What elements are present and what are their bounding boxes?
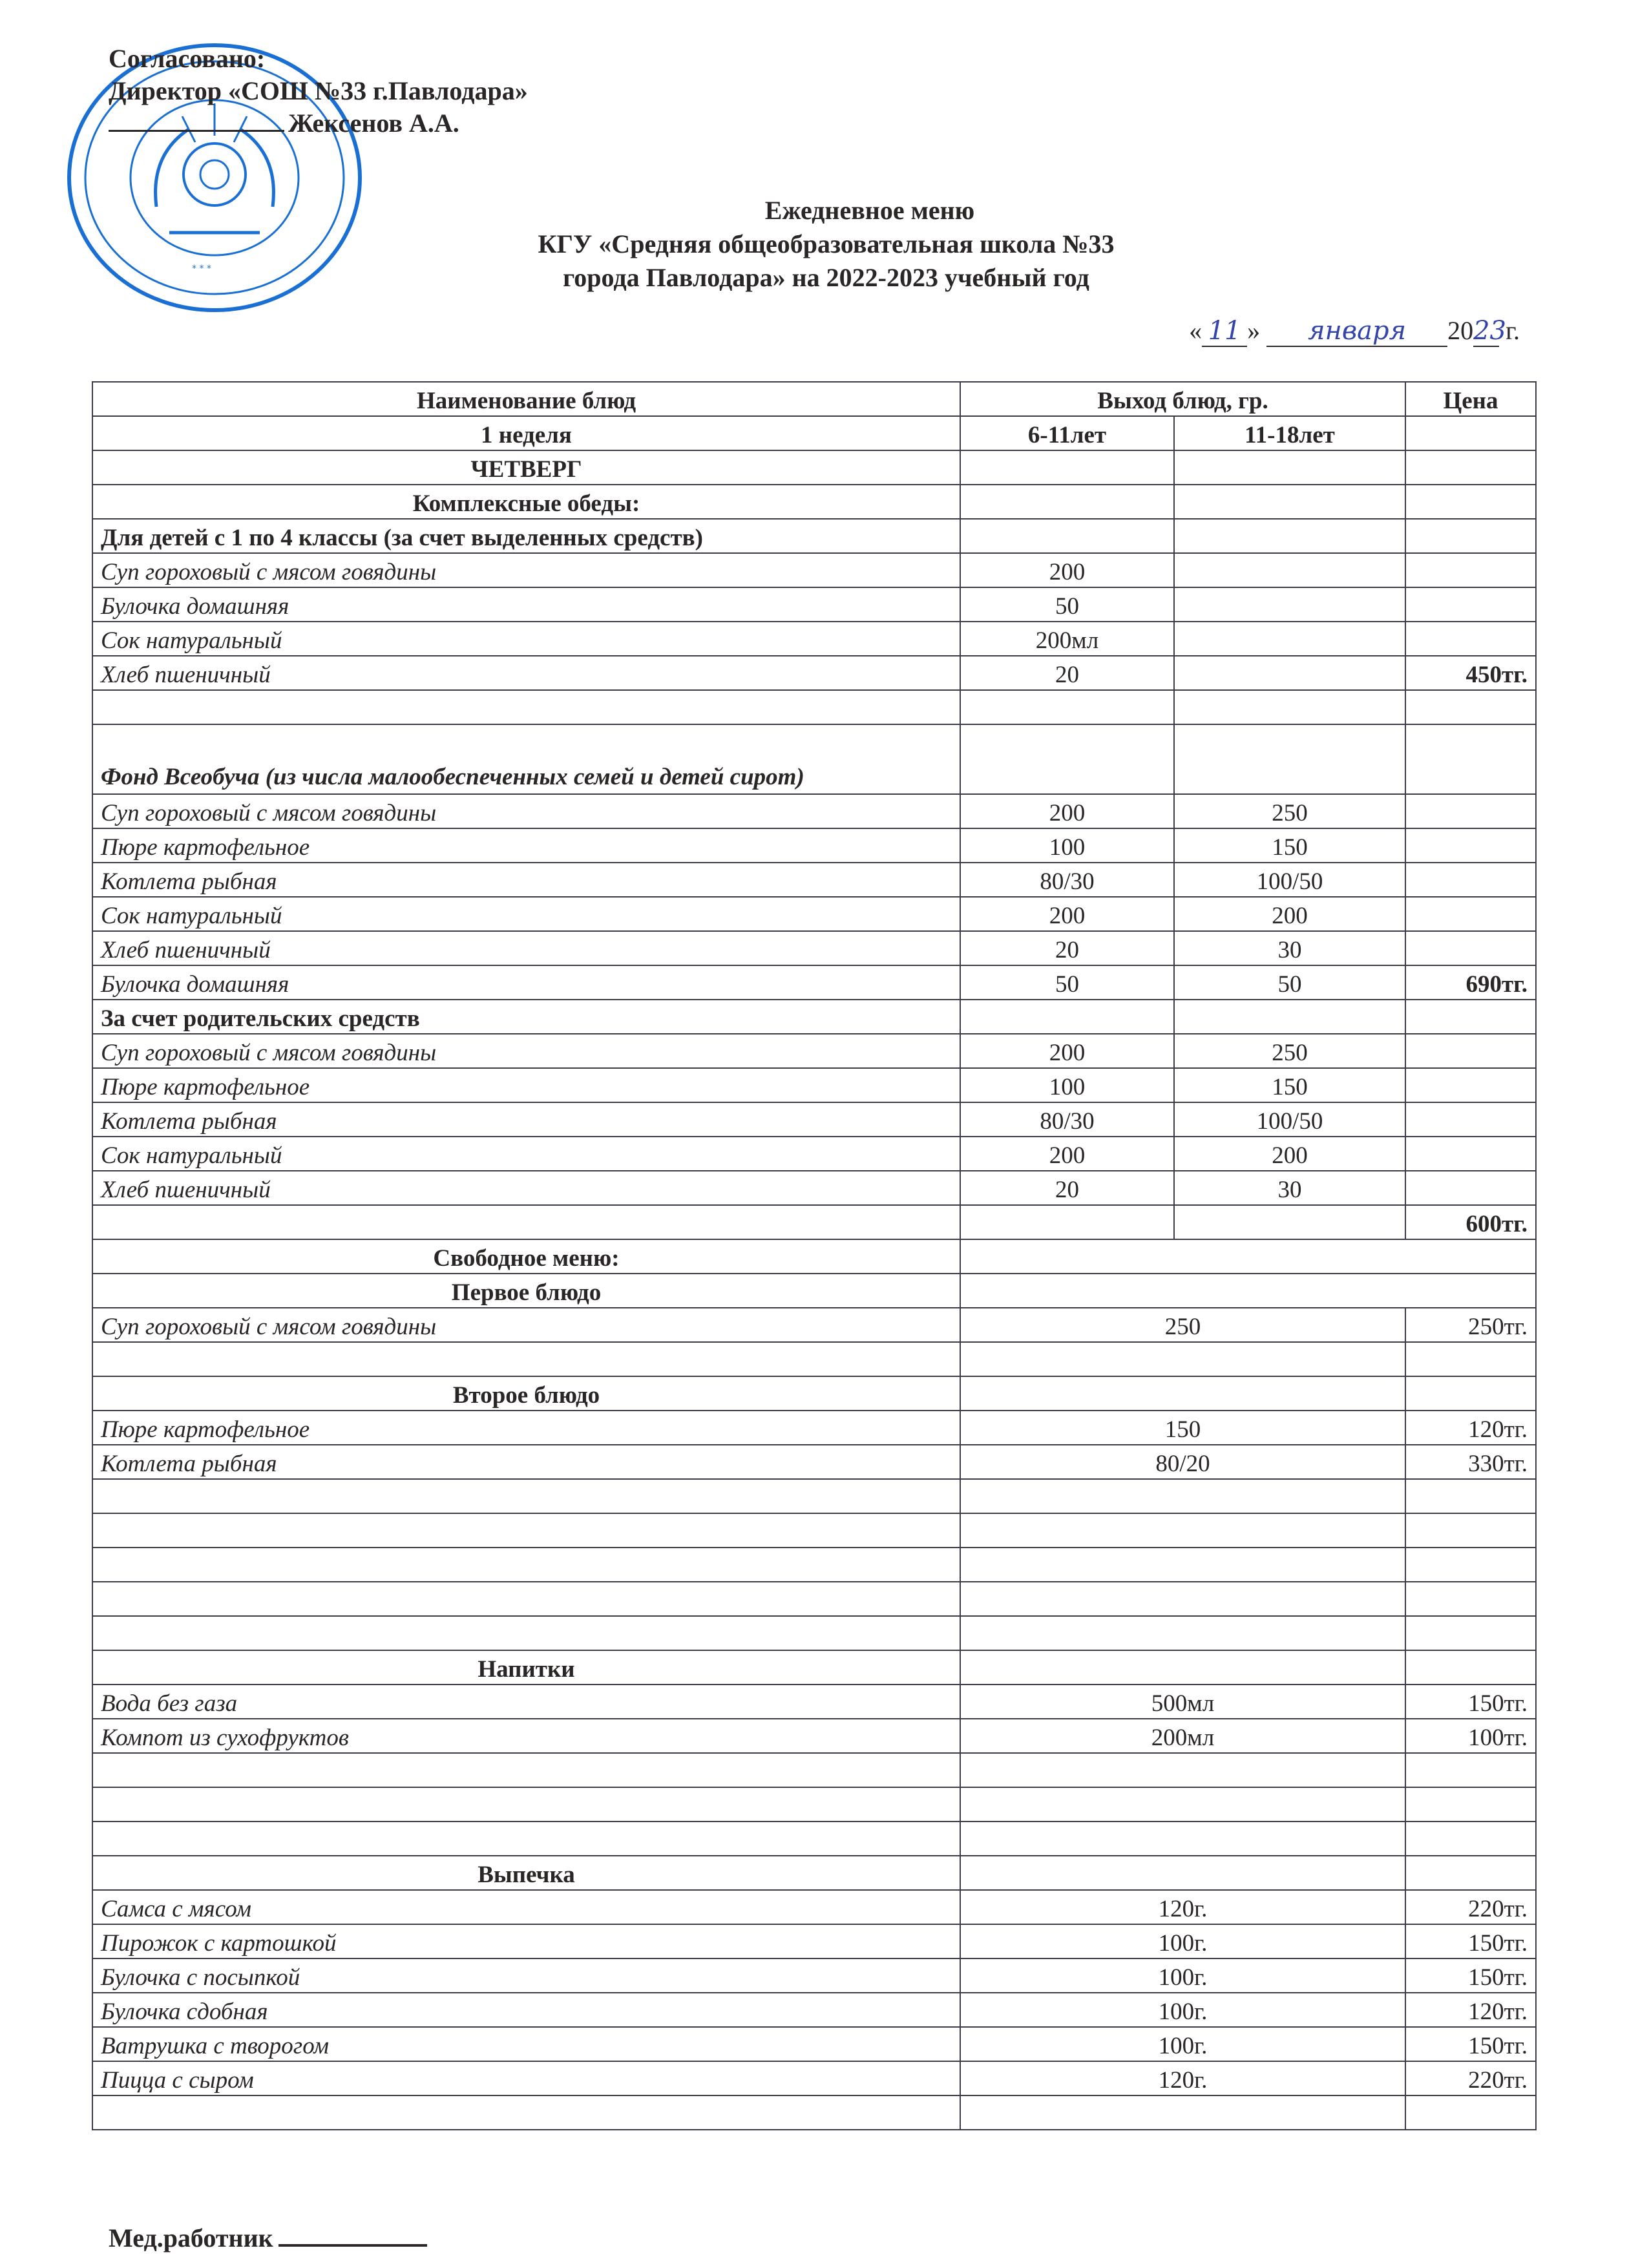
footer-signature [109, 2223, 427, 2253]
group-title: Фонд Всеобуча (из числа малообеспеченных семей и детей сирот) [92, 724, 960, 794]
table-row [92, 965, 1536, 1000]
header-age-6-11: 6-11лет [960, 416, 1174, 450]
yield-6-11: 200 [960, 794, 1174, 828]
dish-name: Булочка домашняя [92, 587, 960, 622]
group-title: Для детей с 1 по 4 классы (за счет выделенных средств) [92, 519, 960, 553]
empty-cell [960, 724, 1174, 794]
price [1405, 1102, 1536, 1137]
empty-cell [960, 2095, 1405, 2130]
empty-cell [960, 690, 1174, 724]
empty-cell [1405, 1822, 1536, 1856]
empty-cell [1405, 1000, 1536, 1034]
yield-6-11: 200 [960, 1137, 1174, 1171]
empty-cell [1174, 724, 1405, 794]
empty-cell [92, 1582, 960, 1616]
price [1405, 1171, 1536, 1205]
empty-cell [960, 1548, 1405, 1582]
header-age-11-18: 11-18лет [1174, 416, 1405, 450]
approval-block [109, 43, 528, 140]
empty-cell [1405, 1479, 1536, 1513]
empty-cell [960, 485, 1174, 519]
dish-name: Хлеб пшеничный [92, 1171, 960, 1205]
total-price: 600тг. [1405, 1205, 1536, 1239]
empty-cell [960, 1239, 1536, 1274]
table-row [92, 2027, 1536, 2061]
empty-cell [92, 1616, 960, 1650]
empty-row [92, 1787, 1536, 1822]
empty-cell [960, 450, 1174, 485]
empty-cell [1174, 690, 1405, 724]
yield: 100г. [960, 1993, 1405, 2027]
title-line-2: КГУ «Средняя общеобразовательная школа №33 [538, 229, 1115, 258]
dish-name: Суп гороховый с мясом говядины [92, 1308, 960, 1342]
complex-lunch-title: Комплексные обеды: [92, 485, 960, 519]
date-year-suffix: 23 [1473, 316, 1506, 346]
price [1405, 794, 1536, 828]
empty-cell [960, 1753, 1405, 1787]
dish-name: Пюре картофельное [92, 1411, 960, 1445]
title-line-3: города Павлодара» на 2022-2023 учебный год [563, 263, 1089, 292]
yield: 200мл [960, 1719, 1405, 1753]
price [1405, 622, 1536, 656]
date-suffix: г. [1506, 316, 1520, 345]
empty-cell [960, 519, 1174, 553]
price: 450тг. [1405, 656, 1536, 690]
table-row [92, 1137, 1536, 1171]
empty-cell [1174, 1000, 1405, 1034]
empty-cell [1405, 450, 1536, 485]
signature-blank [109, 130, 284, 132]
document-date [1189, 315, 1520, 347]
empty-cell [92, 1342, 960, 1376]
empty-cell [960, 1274, 1536, 1308]
yield-11-18: 250 [1174, 1034, 1405, 1068]
section-row [92, 1274, 1536, 1308]
yield: 150 [960, 1411, 1405, 1445]
table-row [92, 1171, 1536, 1205]
yield-11-18: 200 [1174, 897, 1405, 931]
price: 330тг. [1405, 1445, 1536, 1479]
yield-6-11: 50 [960, 965, 1174, 1000]
group-title-row [92, 519, 1536, 553]
table-row [92, 828, 1536, 863]
director-signature-line [109, 107, 528, 140]
yield-6-11: 100 [960, 828, 1174, 863]
yield-6-11: 200мл [960, 622, 1174, 656]
empty-cell [960, 1822, 1405, 1856]
dish-name: Суп гороховый с мясом говядины [92, 1034, 960, 1068]
table-row [92, 1924, 1536, 1958]
signature-blank [278, 2244, 427, 2247]
empty-cell [960, 1856, 1405, 1890]
yield-6-11: 50 [960, 587, 1174, 622]
price [1405, 828, 1536, 863]
yield-11-18: 250 [1174, 794, 1405, 828]
yield-11-18: 150 [1174, 1068, 1405, 1102]
empty-cell [1405, 1650, 1536, 1685]
medical-worker-label: Мед.работник [109, 2223, 273, 2252]
yield: 500мл [960, 1685, 1405, 1719]
yield-11-18: 50 [1174, 965, 1405, 1000]
table-row [92, 1411, 1536, 1445]
header-row [92, 382, 1536, 416]
empty-cell [1405, 519, 1536, 553]
approval-label: Согласовано: [109, 44, 266, 73]
empty-cell [960, 1650, 1405, 1685]
dish-name: Булочка с посыпкой [92, 1958, 960, 1993]
yield-6-11: 80/30 [960, 863, 1174, 897]
title-line-1: Ежедневное меню [764, 196, 975, 225]
total-row [92, 1205, 1536, 1239]
yield-6-11: 20 [960, 931, 1174, 965]
yield-11-18 [1174, 656, 1405, 690]
empty-cell [1174, 1205, 1405, 1239]
empty-cell [1174, 450, 1405, 485]
empty-cell [960, 1376, 1405, 1411]
yield-11-18 [1174, 622, 1405, 656]
table-row [92, 622, 1536, 656]
table-row [92, 1445, 1536, 1479]
empty-cell [1405, 1548, 1536, 1582]
empty-cell [92, 1205, 960, 1239]
empty-cell [92, 1479, 960, 1513]
dish-name: Булочка домашняя [92, 965, 960, 1000]
yield-11-18: 30 [1174, 1171, 1405, 1205]
table-row [92, 1685, 1536, 1719]
dish-name: Ватрушка с творогом [92, 2027, 960, 2061]
section-row [92, 1376, 1536, 1411]
yield-11-18: 100/50 [1174, 1102, 1405, 1137]
section-row [92, 485, 1536, 519]
table-row [92, 794, 1536, 828]
empty-cell [92, 1787, 960, 1822]
dish-name: Хлеб пшеничный [92, 656, 960, 690]
day-name: ЧЕТВЕРГ [92, 450, 960, 485]
yield: 250 [960, 1308, 1405, 1342]
empty-cell [92, 1548, 960, 1582]
empty-cell [960, 1342, 1405, 1376]
svg-text:* * *: * * * [192, 264, 211, 274]
director-title: Директор «СОШ №33 г.Павлодара» [109, 76, 528, 105]
table-row [92, 897, 1536, 931]
second-course-title: Второе блюдо [92, 1376, 960, 1411]
yield-11-18: 30 [1174, 931, 1405, 965]
group-title: За счет родительских средств [92, 1000, 960, 1034]
quote-close: » [1247, 316, 1261, 345]
table-row [92, 1890, 1536, 1924]
empty-cell [92, 1822, 960, 1856]
table-row [92, 1719, 1536, 1753]
empty-cell [1174, 519, 1405, 553]
day-row [92, 450, 1536, 485]
table-row [92, 863, 1536, 897]
bakery-title: Выпечка [92, 1856, 960, 1890]
empty-cell [960, 1479, 1405, 1513]
header-name: Наименование блюд [92, 382, 960, 416]
price: 150тг. [1405, 1685, 1536, 1719]
empty-cell [1405, 1787, 1536, 1822]
empty-row [92, 1616, 1536, 1650]
menu-table [92, 381, 1537, 2130]
empty-row [92, 2095, 1536, 2130]
price [1405, 897, 1536, 931]
table-row [92, 1993, 1536, 2027]
dish-name: Булочка сдобная [92, 1993, 960, 2027]
date-year-prefix: 20 [1447, 316, 1474, 345]
header-yield: Выход блюд, гр. [960, 382, 1405, 416]
dish-name: Пицца с сыром [92, 2061, 960, 2095]
dish-name: Сок натуральный [92, 1137, 960, 1171]
empty-cell [960, 1205, 1174, 1239]
header-week: 1 неделя [92, 416, 960, 450]
dish-name: Котлета рыбная [92, 1445, 960, 1479]
empty-cell [960, 1787, 1405, 1822]
group-title-row [92, 1000, 1536, 1034]
yield: 120г. [960, 2061, 1405, 2095]
dish-name: Сок натуральный [92, 897, 960, 931]
empty-cell [92, 2095, 960, 2130]
price [1405, 553, 1536, 587]
empty-row [92, 1479, 1536, 1513]
empty-cell [1405, 1342, 1536, 1376]
yield-11-18: 150 [1174, 828, 1405, 863]
empty-cell [92, 1753, 960, 1787]
price: 120тг. [1405, 1993, 1536, 2027]
empty-cell [1405, 1753, 1536, 1787]
yield-11-18: 100/50 [1174, 863, 1405, 897]
table-row [92, 553, 1536, 587]
yield-11-18 [1174, 587, 1405, 622]
table-row [92, 931, 1536, 965]
empty-cell [92, 690, 960, 724]
date-month: января [1266, 316, 1447, 347]
yield: 100г. [960, 1924, 1405, 1958]
table-row [92, 2061, 1536, 2095]
empty-row [92, 1753, 1536, 1787]
header-price: Цена [1405, 382, 1536, 416]
empty-cell [1405, 416, 1536, 450]
price [1405, 863, 1536, 897]
empty-cell [1405, 1856, 1536, 1890]
empty-cell [92, 1513, 960, 1548]
dish-name: Котлета рыбная [92, 863, 960, 897]
yield-11-18: 200 [1174, 1137, 1405, 1171]
empty-row [92, 1582, 1536, 1616]
dish-name: Пюре картофельное [92, 1068, 960, 1102]
table-row [92, 1958, 1536, 1993]
subheader-row [92, 416, 1536, 450]
dish-name: Хлеб пшеничный [92, 931, 960, 965]
empty-row [92, 1342, 1536, 1376]
yield-6-11: 20 [960, 656, 1174, 690]
yield: 100г. [960, 2027, 1405, 2061]
section-row [92, 1650, 1536, 1685]
empty-cell [960, 1513, 1405, 1548]
empty-row [92, 1548, 1536, 1582]
empty-cell [1405, 1513, 1536, 1548]
price: 120тг. [1405, 1411, 1536, 1445]
empty-cell [960, 1000, 1174, 1034]
dish-name: Суп гороховый с мясом говядины [92, 794, 960, 828]
section-row [92, 1239, 1536, 1274]
empty-cell [1405, 485, 1536, 519]
price [1405, 1034, 1536, 1068]
director-name: Жексенов А.А. [288, 109, 459, 138]
dish-name: Пирожок с картошкой [92, 1924, 960, 1958]
yield: 80/20 [960, 1445, 1405, 1479]
empty-cell [1405, 1582, 1536, 1616]
empty-cell [1405, 690, 1536, 724]
dish-name: Суп гороховый с мясом говядины [92, 553, 960, 587]
dish-name: Самса с мясом [92, 1890, 960, 1924]
yield-6-11: 200 [960, 1034, 1174, 1068]
table-row [92, 656, 1536, 690]
drinks-title: Напитки [92, 1650, 960, 1685]
price: 220тг. [1405, 2061, 1536, 2095]
first-course-title: Первое блюдо [92, 1274, 960, 1308]
yield-6-11: 200 [960, 553, 1174, 587]
empty-cell [960, 1616, 1405, 1650]
quote-open: « [1189, 316, 1203, 345]
empty-cell [1405, 1376, 1536, 1411]
group-title-row [92, 724, 1536, 794]
yield: 120г. [960, 1890, 1405, 1924]
price: 250тг. [1405, 1308, 1536, 1342]
yield-6-11: 100 [960, 1068, 1174, 1102]
dish-name: Компот из сухофруктов [92, 1719, 960, 1753]
date-day: 11 [1202, 316, 1247, 347]
table-row [92, 1068, 1536, 1102]
price [1405, 587, 1536, 622]
price: 150тг. [1405, 1958, 1536, 1993]
price [1405, 931, 1536, 965]
price: 220тг. [1405, 1890, 1536, 1924]
table-row [92, 587, 1536, 622]
price: 150тг. [1405, 2027, 1536, 2061]
dish-name: Котлета рыбная [92, 1102, 960, 1137]
price: 100тг. [1405, 1719, 1536, 1753]
yield-11-18 [1174, 553, 1405, 587]
empty-row [92, 690, 1536, 724]
table-row [92, 1034, 1536, 1068]
price: 150тг. [1405, 1924, 1536, 1958]
yield: 100г. [960, 1958, 1405, 1993]
dish-name: Пюре картофельное [92, 828, 960, 863]
empty-row [92, 1513, 1536, 1548]
price [1405, 1068, 1536, 1102]
price [1405, 1137, 1536, 1171]
dish-name: Сок натуральный [92, 622, 960, 656]
price: 690тг. [1405, 965, 1536, 1000]
free-menu-title: Свободное меню: [92, 1239, 960, 1274]
empty-cell [1405, 1616, 1536, 1650]
section-row [92, 1856, 1536, 1890]
empty-cell [1405, 2095, 1536, 2130]
empty-cell [1405, 724, 1536, 794]
dish-name: Вода без газа [92, 1685, 960, 1719]
empty-cell [960, 1582, 1405, 1616]
empty-row [92, 1822, 1536, 1856]
yield-6-11: 20 [960, 1171, 1174, 1205]
table-row [92, 1308, 1536, 1342]
empty-cell [1174, 485, 1405, 519]
yield-6-11: 200 [960, 897, 1174, 931]
yield-6-11: 80/30 [960, 1102, 1174, 1137]
table-row [92, 1102, 1536, 1137]
